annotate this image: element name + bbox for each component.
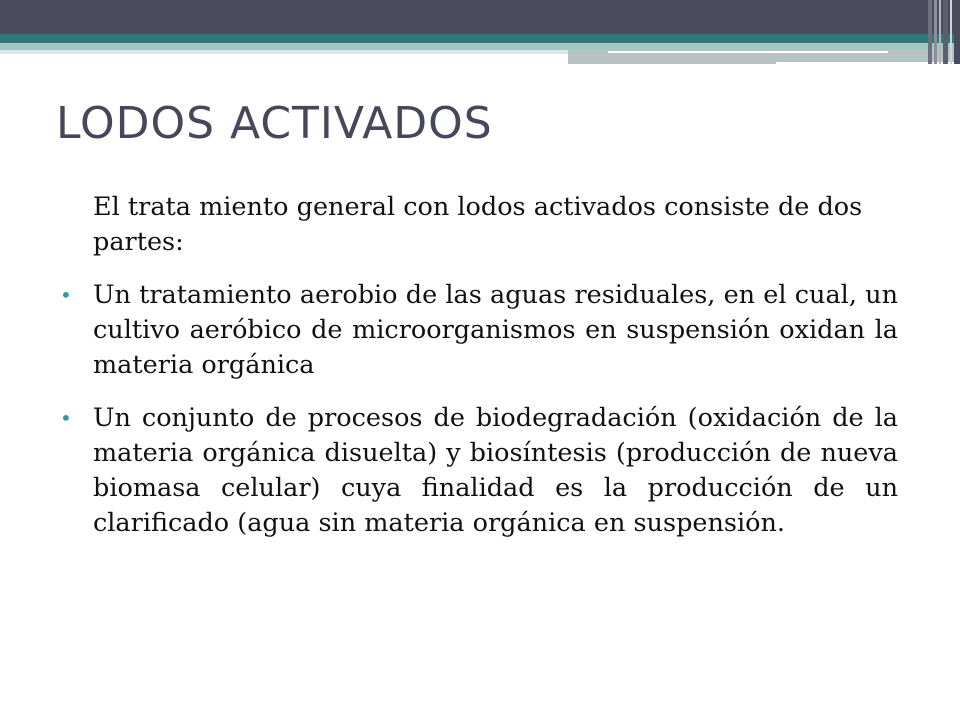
bullet-marker: • bbox=[60, 406, 72, 430]
list-item bbox=[60, 401, 898, 541]
header-band-teal bbox=[0, 34, 960, 43]
header-band-light-teal bbox=[0, 43, 960, 50]
list-item bbox=[60, 278, 898, 383]
bullet-marker: • bbox=[60, 283, 72, 307]
header-band-pale bbox=[0, 50, 568, 54]
intro-paragraph: El trata miento general con lodos activados consiste de dos partes: bbox=[93, 192, 863, 257]
header-accent-line bbox=[608, 51, 888, 53]
slide-title: LODOS ACTIVADOS bbox=[56, 98, 493, 149]
header-stripes bbox=[928, 0, 960, 64]
bullet-text: Un tratamiento aerobio de las aguas residuales, en el cual, un cultivo aeróbico de microorganismos en suspensión oxidan la materia orgánica bbox=[93, 280, 898, 380]
header-band-dark bbox=[0, 0, 960, 34]
bullet-list bbox=[60, 278, 898, 541]
slide-body bbox=[60, 190, 898, 559]
bullet-text: Un conjunto de procesos de biodegradación (oxidación de la materia orgánica disuelta) y biosíntesis (producción de nueva biomasa celular) cuya finalidad es la producción de un clarificado (agua sin materia orgánica en suspensión. bbox=[93, 403, 898, 538]
